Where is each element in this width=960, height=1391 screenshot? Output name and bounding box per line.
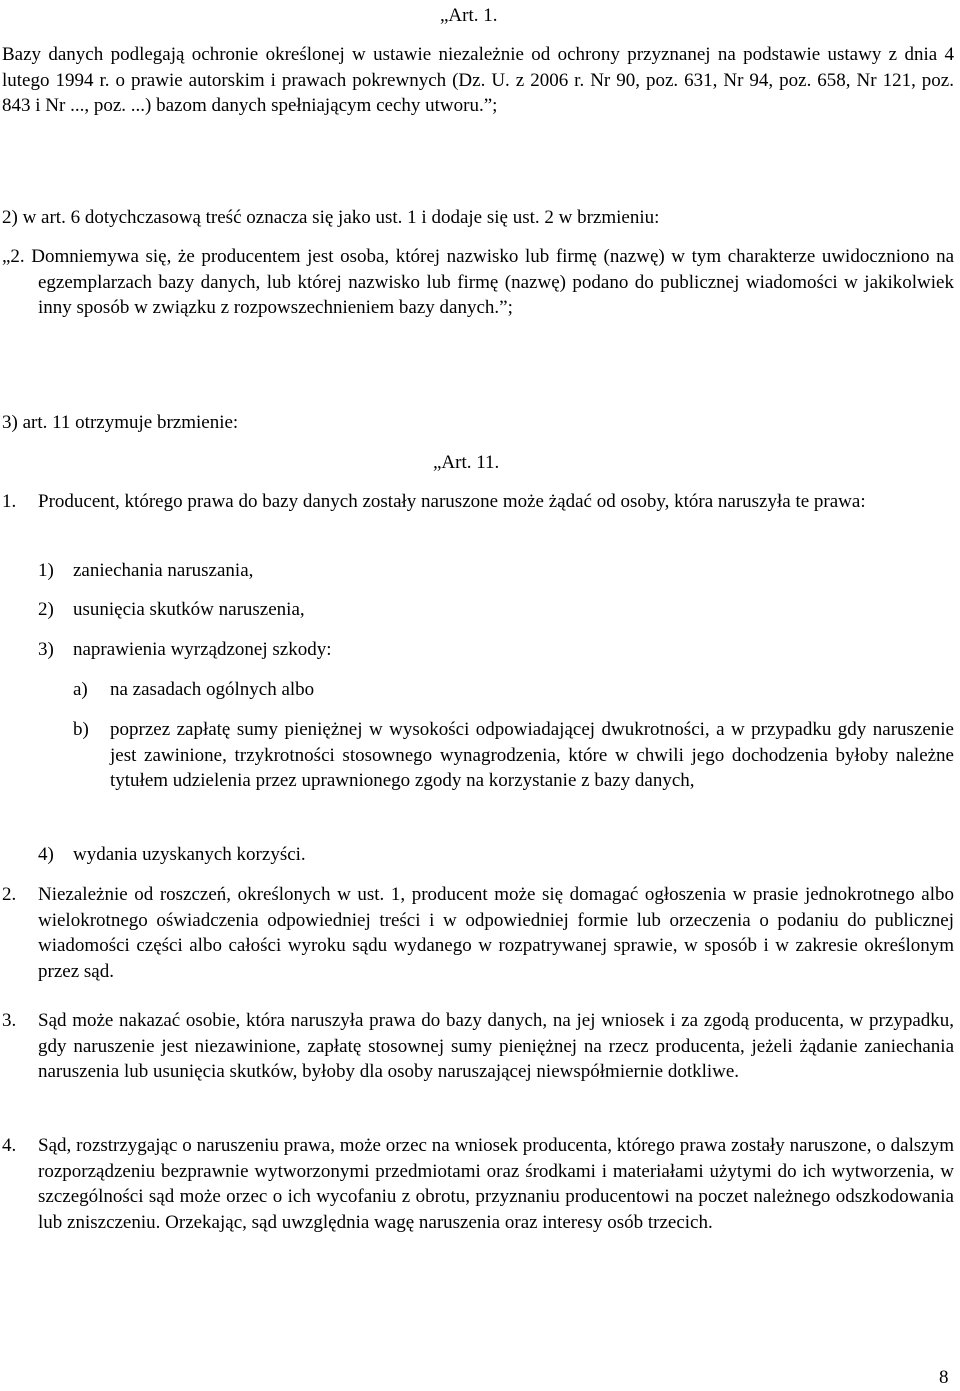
ust4-number: 4.: [2, 1135, 17, 1156]
subitem-b-number: b): [73, 719, 89, 740]
ust4-text: Sąd, rozstrzygając o naruszeniu prawa, może orzec na wniosek producenta, którego prawa zostały naruszone, o dalszym rozporządzeniu bezprawnie wytworzonymi przedmiotami oraz środkami i materiałami użytymi do ich wytworzenia, w szczególności sąd może orzec o ich wycofaniu z obrotu, przyznaniu producentowi na poczet należnego odszkodowania lub zniszczeniu. Orzekając, sąd uwzględnia wagę naruszenia oraz interesy osób trzecich.: [38, 1135, 954, 1233]
point3-intro: 3) art. 11 otrzymuje brzmienie:: [2, 412, 239, 433]
subitem-a-number: a): [73, 679, 88, 700]
ust2-number: 2.: [2, 884, 17, 905]
item2-text: usunięcia skutków naruszenia,: [73, 599, 305, 620]
ust2-text: Niezależnie od roszczeń, określonych w ust. 1, producent może się domagać ogłoszenia w prasie jednokrotnego albo wielokrotnego oświadczenia odpowiedniej treści i w odpowiedniej formie lub orzeczenia o podaniu do publicznej wiadomości części albo całości wyroku sądu wydanego w rozpatrywanej sprawie, w sposób i w zakresie określonym przez sąd.: [38, 884, 954, 982]
item4-text: wydania uzyskanych korzyści.: [73, 844, 306, 865]
ust3-number: 3.: [2, 1010, 17, 1031]
point2-intro: 2) w art. 6 dotychczasową treść oznacza się jako ust. 1 i dodaje się ust. 2 w brzmieniu:: [2, 207, 660, 228]
item1-number: 1): [38, 560, 54, 581]
page-number: 8: [939, 1367, 949, 1388]
item3-text: naprawienia wyrządzonej szkody:: [73, 639, 332, 660]
art6-ust2-paragraph: „2. Domniemywa się, że producentem jest osoba, której nazwisko lub firmę (nazwę) w tym charakterze uwidoczniono na egzemplarzach bazy danych, lub której nazwisko lub firmę (nazwę) podano do publicznej wiadomości w jakikolwiek inny sposób w związku z rozpowszechnieniem bazy danych.”;: [2, 246, 954, 318]
item1-text: zaniechania naruszania,: [73, 560, 254, 581]
art11-heading: „Art. 11.: [433, 452, 500, 473]
art1-heading: „Art. 1.: [440, 5, 498, 26]
item4-number: 4): [38, 844, 54, 865]
art1-paragraph: Bazy danych podlegają ochronie określonej w ustawie niezależnie od ochrony przyznanej na podstawie ustawy z dnia 4 lutego 1994 r. o prawie autorskim i prawach pokrewnych (Dz. U. z 2006 r. Nr 90, poz. 631, Nr 94, poz. 658, Nr 121, poz. 843 i Nr ..., poz. ...) bazom danych spełniającym cechy utworu.”;: [2, 44, 954, 116]
ust3-text: Sąd może nakazać osobie, która naruszyła prawa do bazy danych, na jej wniosek i za zgodą producenta, w przypadku, gdy naruszenie jest niezawinione, zapłatę stosownej sumy pieniężnej na rzecz producenta, jeżeli żądanie zaniechania naruszenia lub usunięcia skutków, byłoby dla osoby naruszającej niewspółmiernie dotkliwe.: [38, 1010, 954, 1082]
item2-number: 2): [38, 599, 54, 620]
subitem-b-text: poprzez zapłatę sumy pieniężnej w wysokości odpowiadającej dwukrotności, a w przypadku gdy naruszenie jest zawinione, trzykrotności stosownego wynagrodzenia, które w chwili jego dochodzenia byłoby należne tytułem udzielenia przez uprawnionego zgody na korzystanie z bazy danych,: [110, 719, 954, 791]
ust1-number: 1.: [2, 491, 17, 512]
item3-number: 3): [38, 639, 54, 660]
ust1-text: Producent, którego prawa do bazy danych zostały naruszone może żądać od osoby, która naruszyła te prawa:: [38, 491, 866, 512]
subitem-a-text: na zasadach ogólnych albo: [110, 679, 315, 700]
